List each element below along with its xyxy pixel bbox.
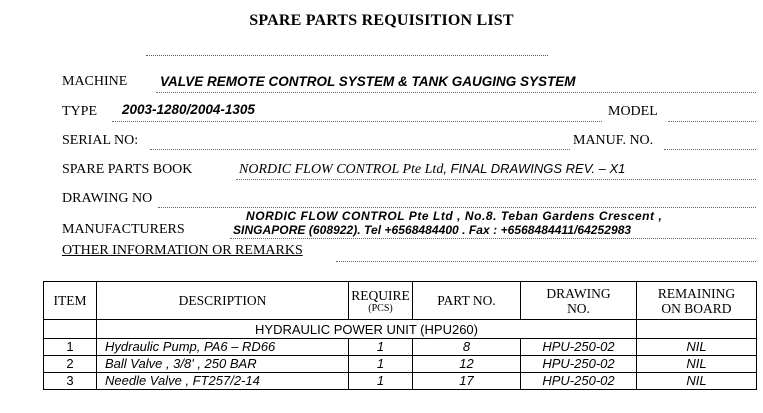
other-info-dotted-line (336, 261, 756, 262)
table-row (44, 339, 757, 356)
header-part-no: PART NO. (413, 282, 521, 320)
manuf-dotted-line (664, 149, 756, 150)
header-remaining-line1: REMAINING (657, 285, 736, 301)
row-description: Hydraulic Pump, PA6 – RD66 (97, 339, 349, 356)
type-label: TYPE (62, 104, 97, 119)
header-drawing-no (521, 282, 637, 320)
model-dotted-line (668, 121, 756, 122)
row-description: Needle Valve , FT257/2-14 (97, 373, 349, 390)
page-title: SPARE PARTS REQUISITION LIST (249, 12, 514, 29)
table-section-row (44, 320, 757, 339)
row-require: 1 (349, 339, 413, 356)
drawing-label: DRAWING NO (62, 191, 153, 206)
row-remaining: NIL (637, 373, 757, 390)
table-header-row (44, 282, 757, 320)
header-item: ITEM (44, 282, 97, 320)
table-row (44, 373, 757, 390)
row-drawing-no: HPU-250-02 (521, 373, 637, 390)
row-remaining: NIL (637, 356, 757, 373)
row-require: 1 (349, 373, 413, 390)
row-part-no: 17 (413, 373, 521, 390)
table-row (44, 356, 757, 373)
row-require: 1 (349, 356, 413, 373)
manufacturers-dotted-line (230, 238, 756, 239)
manufacturers-line2: SINGAPORE (608922). Tel +6568484400 . Fax : +6568484411/64252983 (233, 223, 632, 237)
machine-dotted-line (156, 92, 756, 93)
other-info-label: OTHER INFORMATION OR REMARKS (62, 243, 303, 258)
header-drawing-line2: NO. (567, 300, 590, 316)
row-drawing-no: HPU-250-02 (521, 356, 637, 373)
row-part-no: 8 (413, 339, 521, 356)
drawing-dotted-line (158, 207, 756, 208)
header-require (349, 282, 413, 320)
manufacturers-line1: NORDIC FLOW CONTROL Pte Ltd , No.8. Teban Gardens Crescent , (246, 209, 663, 223)
book-value (239, 161, 625, 178)
row-part-no: 12 (413, 356, 521, 373)
manuf-label: MANUF. NO. (573, 133, 654, 148)
serial-dotted-line (150, 149, 570, 150)
machine-label: MACHINE (62, 74, 128, 89)
row-item: 1 (44, 339, 97, 356)
section-remaining-cell (637, 320, 757, 339)
header-require-label: REQUIRE (351, 287, 410, 303)
row-description: Ball Valve , 3/8' , 250 BAR (97, 356, 349, 373)
row-item: 3 (44, 373, 97, 390)
book-dotted-line (236, 179, 756, 180)
header-remaining (637, 282, 757, 320)
row-item: 2 (44, 356, 97, 373)
row-remaining: NIL (637, 339, 757, 356)
header-description: DESCRIPTION (97, 282, 349, 320)
row-drawing-no: HPU-250-02 (521, 339, 637, 356)
header-remaining-line2: ON BOARD (661, 300, 732, 316)
book-value-company: NORDIC FLOW CONTROL Pte Ltd (239, 162, 444, 177)
title-divider (146, 55, 548, 56)
book-label: SPARE PARTS BOOK (62, 162, 193, 177)
header-drawing-line1: DRAWING (546, 285, 611, 301)
type-value: 2003-1280/2004-1305 (122, 102, 255, 117)
book-value-rest: , FINAL DRAWINGS REV. – X1 (443, 161, 626, 176)
section-title: HYDRAULIC POWER UNIT (HPU260) (97, 320, 637, 339)
machine-value: VALVE REMOTE CONTROL SYSTEM & TANK GAUGING SYSTEM (160, 74, 576, 89)
section-item-cell (44, 320, 97, 339)
parts-table (43, 281, 757, 390)
header-require-unit: (PCS) (368, 302, 393, 314)
manufacturers-label: MANUFACTURERS (62, 222, 185, 237)
model-label: MODEL (608, 104, 658, 119)
type-dotted-line (112, 121, 602, 122)
serial-label: SERIAL NO: (62, 133, 139, 148)
